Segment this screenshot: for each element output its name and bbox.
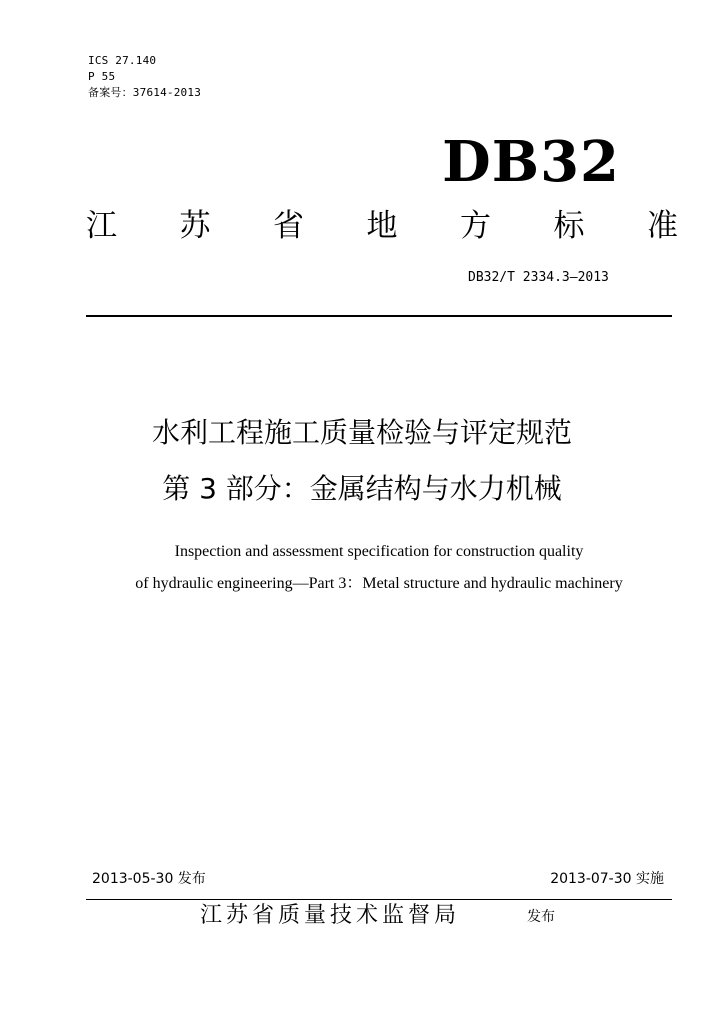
standard-code: DB32 bbox=[442, 129, 620, 195]
standard-type-char: 标 bbox=[553, 208, 585, 244]
title-cn-line-1: 水利工程施工质量检验与评定规范 bbox=[151, 416, 572, 449]
top-divider bbox=[86, 315, 672, 317]
standard-type-char: 江 bbox=[86, 208, 117, 244]
issuer-name: 江苏省质量技术监督局 bbox=[200, 903, 461, 928]
title-en-line-2: of hydraulic engineering—Part 3：Metal structure and hydraulic machinery bbox=[135, 575, 623, 592]
standard-type-char: 地 bbox=[366, 208, 398, 244]
standard-number: DB32/T 2334.3—2013 bbox=[468, 270, 609, 285]
classification-code: P 55 bbox=[88, 70, 116, 83]
record-number: 备案号：37614-2013 bbox=[88, 86, 202, 99]
issue-date: 2013-05-30 发布 bbox=[92, 871, 206, 887]
title-en-line-1: Inspection and assessment specification for construction quality bbox=[174, 543, 584, 560]
standard-type bbox=[86, 206, 678, 246]
title-cn-line-2: 第 3 部分：金属结构与水力机械 bbox=[162, 472, 562, 505]
standard-type-char: 准 bbox=[647, 208, 678, 244]
bottom-divider bbox=[86, 899, 672, 900]
standard-type-char: 方 bbox=[460, 208, 491, 244]
standard-type-char: 省 bbox=[273, 208, 304, 244]
issuer-suffix: 发布 bbox=[527, 909, 555, 925]
implementation-date: 2013-07-30 实施 bbox=[550, 871, 664, 887]
ics-code: ICS 27.140 bbox=[88, 54, 157, 67]
standard-type-char: 苏 bbox=[179, 208, 211, 244]
